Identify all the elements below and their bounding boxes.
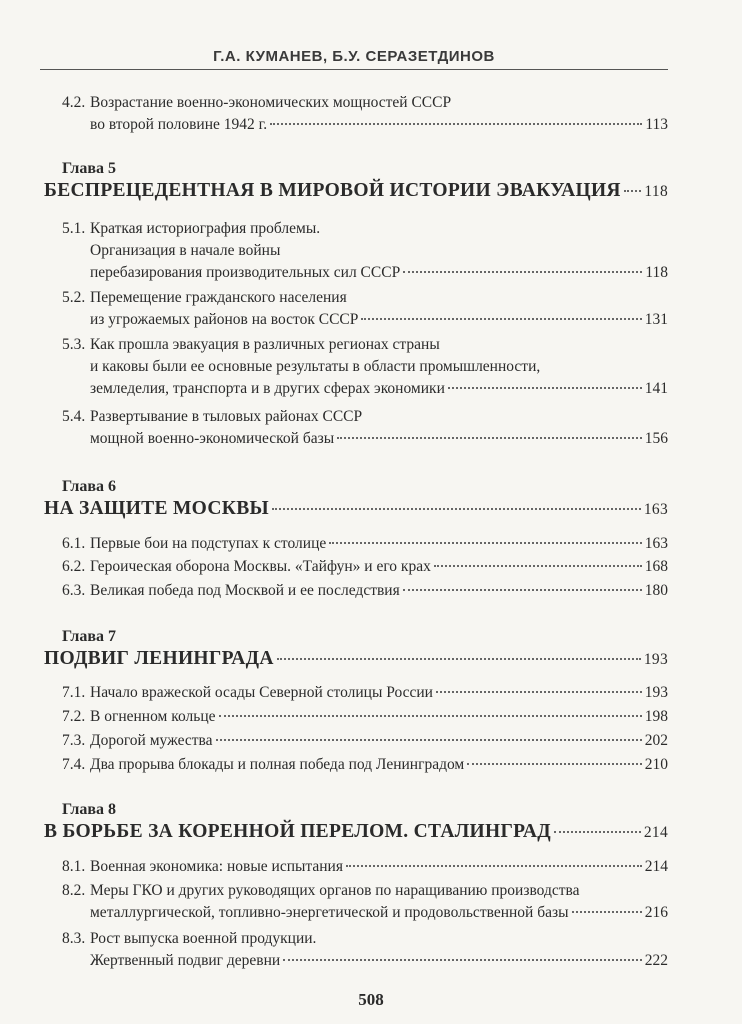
page-number: 180 [644,582,668,599]
page-number: 222 [644,952,668,969]
toc-entry-8-1 [62,856,668,878]
page-number: 118 [645,264,668,281]
toc-entry-5-3 [62,334,668,400]
entry-number: 8.1. [62,858,86,875]
toc-entry-7-1 [62,682,668,704]
toc-entry-7-3 [62,730,668,752]
entry-title-line: Военная экономика: новые испытания [90,858,343,875]
toc-entry-5-1 [62,218,668,284]
dot-leader [361,318,641,320]
page-number: 216 [644,904,668,921]
dot-leader [272,508,641,510]
toc-entry-6-2 [62,556,668,578]
entry-number: 5.3. [62,336,86,353]
dot-leader [219,715,642,717]
entry-title-line: Перемещение гражданского населения [90,289,347,306]
dot-leader [283,959,642,961]
entry-title-line: Краткая историография проблемы. [90,220,321,237]
entry-number: 5.4. [62,408,86,425]
chapter-title-text: ПОДВИГ ЛЕНИНГРАДА [44,648,274,669]
entry-number: 6.3. [62,582,86,599]
running-header: Г.А. КУМАНЕВ, Б.У. СЕРАЗЕТДИНОВ [40,48,668,70]
dot-leader [434,565,642,567]
chapter-label: Глава 6 [62,478,116,495]
entry-title-line: металлургической, топливно-энергетической и продовольственной базы [90,904,569,921]
page-number: 202 [644,732,668,749]
toc-entry-8-3 [62,928,668,972]
page-number: 168 [644,558,668,575]
entry-title-line: Первые бои на подступах к столице [90,535,327,552]
page-number: 131 [644,311,668,328]
entry-number: 7.2. [62,708,86,725]
toc-entry-8-2 [62,880,668,924]
chapter-title-text: В БОРЬБЕ ЗА КОРЕННОЙ ПЕРЕЛОМ. СТАЛИНГРАД [44,821,551,842]
page-number: 198 [644,708,668,725]
page-number: 118 [644,183,668,200]
page-number: 193 [644,684,668,701]
toc-entry-4-2 [62,92,668,136]
entry-title-line: Организация в начале войны [90,242,281,259]
entry-title-line: из угрожаемых районов на восток СССР [90,311,359,328]
dot-leader [448,387,642,389]
entry-number: 6.2. [62,558,86,575]
folio-page-number: 508 [358,990,384,1009]
entry-title-line: Два прорыва блокады и полная победа под Ленинградом [90,756,465,773]
dot-leader [346,865,642,867]
entry-number: 7.3. [62,732,86,749]
page-number: 193 [643,651,668,668]
page-number: 214 [644,858,668,875]
dot-leader [436,691,642,693]
entry-title-line: Великая победа под Москвой и ее последствия [90,582,400,599]
dot-leader [403,589,642,591]
entry-number: 7.4. [62,756,86,773]
dot-leader [216,739,642,741]
toc-entry-6-3 [62,580,668,602]
dot-leader [329,542,641,544]
dot-leader [554,831,641,833]
page-number: 113 [645,116,668,133]
toc-entry-6-1 [62,533,668,555]
chapter-label: Глава 7 [62,628,116,645]
page-number: 156 [644,430,668,447]
dot-leader [270,123,642,125]
page-number: 163 [644,535,668,552]
entry-number: 5.1. [62,220,86,237]
entry-number: 7.1. [62,684,86,701]
dot-leader [624,190,642,192]
page-number: 163 [643,501,668,518]
entry-title-line: и каковы были ее основные результаты в области промышленности, [90,358,541,375]
dot-leader [467,763,642,765]
entry-title-line: перебазирования производительных сил СССР [90,264,401,281]
chapter-label: Глава 5 [62,160,116,177]
toc-entry-7-2 [62,706,668,728]
entry-number: 4.2. [62,94,86,111]
entry-number: 8.2. [62,882,86,899]
chapter-title-6 [44,498,668,520]
chapter-label: Глава 8 [62,801,116,818]
chapter-title-text: НА ЗАЩИТЕ МОСКВЫ [44,498,269,519]
page-number: 210 [644,756,668,773]
page-number: 141 [644,380,668,397]
entry-title-line: Дорогой мужества [90,732,213,749]
toc-entry-5-2 [62,287,668,331]
entry-title-line: В огненном кольце [90,708,216,725]
entry-title-line: мощной военно-экономической базы [90,430,335,447]
toc-entry-5-4 [62,406,668,450]
entry-title-line: Героическая оборона Москвы. «Тайфун» и его крах [90,558,431,575]
entry-number: 6.1. [62,535,86,552]
chapter-title-5 [44,180,668,202]
toc-entry-7-4 [62,754,668,776]
entry-title-line: во второй половине 1942 г. [90,116,268,133]
entry-title-line: Жертвенный подвиг деревни [90,952,281,969]
entry-title-line: Начало вражеской осады Северной столицы России [90,684,433,701]
page-number: 214 [643,824,668,841]
chapter-title-text: БЕСПРЕЦЕДЕНТНАЯ В МИРОВОЙ ИСТОРИИ ЭВАКУАЦИЯ [44,180,621,201]
entry-number: 5.2. [62,289,86,306]
dot-leader [403,271,642,273]
entry-title-line: земледелия, транспорта и в других сферах экономики [90,380,445,397]
entry-number: 8.3. [62,930,86,947]
entry-title-line: Меры ГКО и других руководящих органов по наращиванию производства [90,882,580,899]
chapter-title-8 [44,821,668,843]
entry-title-line: Как прошла эвакуация в различных регионах страны [90,336,440,353]
entry-title-line: Рост выпуска военной продукции. [90,930,317,947]
dot-leader [572,911,642,913]
dot-leader [337,437,642,439]
chapter-title-7 [44,648,668,670]
dot-leader [277,658,641,660]
entry-title-line: Развертывание в тыловых районах СССР [90,408,363,425]
entry-title-line: Возрастание военно-экономических мощностей СССР [90,94,452,111]
